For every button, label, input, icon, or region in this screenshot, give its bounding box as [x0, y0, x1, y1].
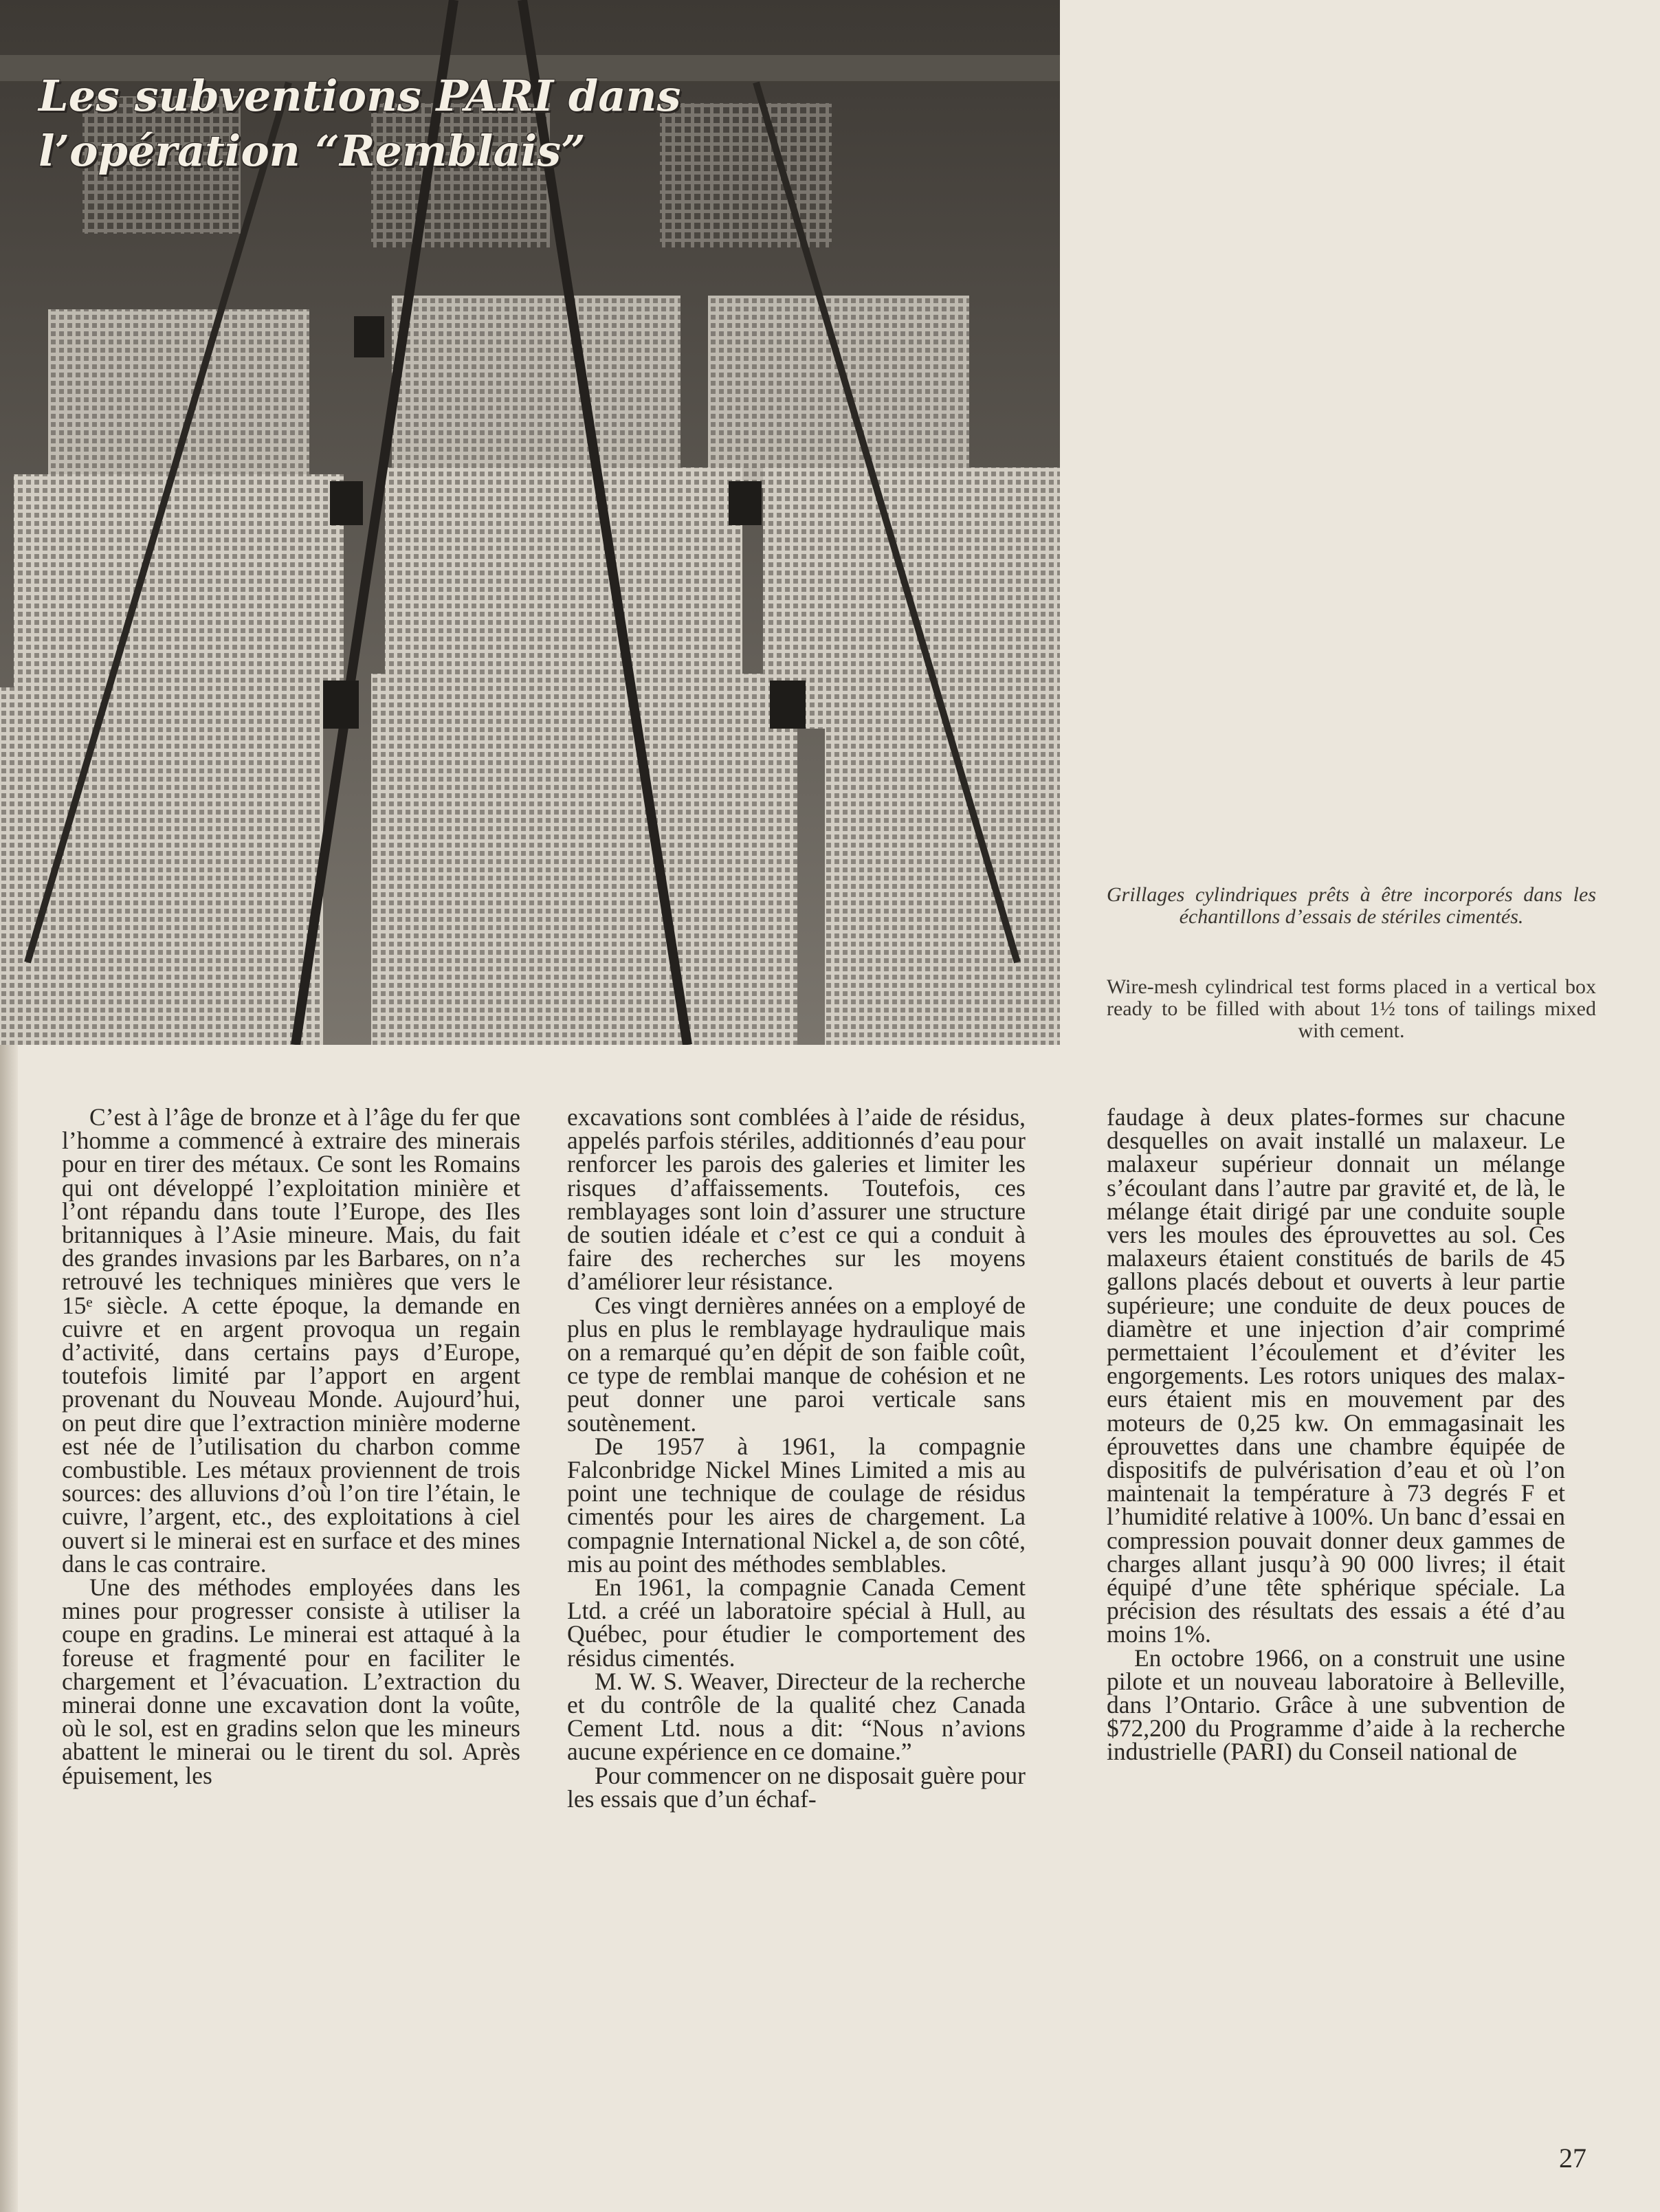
paragraph: Pour commencer on ne disposait guère pour les essais que d’un échaf-: [567, 1761, 1026, 1813]
photo-caption-french: Grillages cylindriques prêts à être incorporés dans les échantillons d’essais de stériles cimentés.: [1107, 883, 1596, 928]
paragraph: Ces vingt dernières années on a employé de plus en plus le remblayage hydraulique mais on a remarqué qu’en dépit de son faible coût, ce type de remblai manque de cohésion et ne peut donner une paroi verticale sans soutènement.: [567, 1291, 1026, 1437]
paragraph: C’est à l’âge de bronze et à l’âge du fer que l’homme a commencé à extraire des minerais pour en tirer des métaux. Ce sont les Romains qui ont développé l’exploitation minière et l’ont répandu dans toute l’Europe, des Iles britanniques à l’Asie mineure. Mais, du fait des grandes invasions par les Barbares, on n’a retrouvé les techniques minières que vers le 15ᵉ siècle. A cette époque, la demande en cuivre et en argent provoqua un regain d’activité, dans certains pays d’Europe, toutefois limité par l’apport en argent provenant du Nouveau Monde. Aujourd’hui, on peut dire que l’extraction minière moderne est née de l’utilisation du charbon comme combustible. Les métaux proviennent de trois sources: des alluvions d’où l’on tire l’étain, le cuivre, l’argent, etc., des exploitations à ciel ouvert si le minerai est en surface et des mines dans le cas contraire.: [62, 1103, 520, 1578]
text-column-1: [62, 1105, 520, 1787]
text-column-3: [1107, 1105, 1565, 1764]
paragraph: De 1957 à 1961, la compagnie Falconbridge Nickel Mines Limited a mis au point une technique de coulage de résidus cimentés pour les aires de chargement. La compagnie International Nickel a, de son côté, mis au point des méthodes semblables.: [567, 1432, 1026, 1578]
page-number: 27: [1559, 2143, 1586, 2174]
article-headline: [38, 69, 680, 179]
headline-line-2: l’opération “Remblais”: [38, 126, 586, 176]
photo-caption-english: Wire-mesh cylindrical test forms placed in a vertical box ready to be filled with about 1½ tons of tailings mixed with cement.: [1107, 975, 1596, 1042]
paragraph: M. W. S. Weaver, Directeur de la recherche et du contrôle de la qualité chez Canada Cement Ltd. nous a dit: “Nous n’avions aucune expérience en ce domaine.”: [567, 1667, 1026, 1766]
paragraph: En octobre 1966, on a construit une usine pilote et un nouveau laboratoire à Belleville, dans l’Ontario. Grâce à une subvention de $72,200 du Programme d’aide à la recherche industrielle (PARI) du Conseil national de: [1107, 1644, 1565, 1766]
text-column-2: [567, 1105, 1026, 1811]
paragraph: excavations sont comblées à l’aide de résidus, appelés parfois stériles, additionnés d’eau pour renforcer les parois des galeries et limiter les risques d’affaissements. Toutefois, ces remblayages sont loin d’assurer une structure de soutien idéale et c’est ce qui a conduit à faire des recherches sur les moyens d’améliorer leur résistance.: [567, 1103, 1026, 1296]
paragraph: faudage à deux plates-formes sur chacune desquelles on avait installé un malaxeur. Le malaxeur supérieur donnait un mélange s’écoulant dans l’autre par gravité et, de là, le mélange était dirigé par une conduite souple vers les moules des éprouvettes au sol. Ces malaxeurs étaient constitués de barils de 45 gallons placés debout et ouverts à leur partie supérieure; une conduite de deux pouces de diamètre et une injection d’air comprimé permettaient l’écoulement et d’éviter les engorgements. Les rotors uniques des malaxeurs étaient mis en mouvement par des moteurs de 0,25 kw. On emmagasinait les éprouvettes dans une chambre équipée de dispositifs de pulvérisation d’eau et où l’on maintenait la température à 73 degrés F et l’humidité relative à 100%. Un banc d’essai en compression pouvait donner deux gammes de charges allant jusqu’à 90 000 livres; il était équipé d’une tête sphérique spéciale. La précision des résultats des essais a été d’au moins 1%.: [1107, 1103, 1565, 1648]
photo-wire-mesh-forms: [0, 0, 1060, 1045]
headline-line-1: Les subventions PARI dans: [38, 71, 681, 121]
paragraph: En 1961, la compagnie Canada Cement Ltd. a créé un laboratoire spécial à Hull, au Québec, pour étudier le comportement des résidus cimentés.: [567, 1573, 1026, 1672]
paragraph: Une des méthodes employées dans les mines pour progresser consiste à utiliser la coupe en gradins. Le minerai est attaqué à la foreuse et fragmenté pour en faciliter le chargement et l’évacuation. L’extraction du minerai donne une excavation dont la voûte, où le sol, est en gradins selon que les mineurs abattent le minerai ou le tirent du sol. Après épuisement, les: [62, 1573, 520, 1789]
